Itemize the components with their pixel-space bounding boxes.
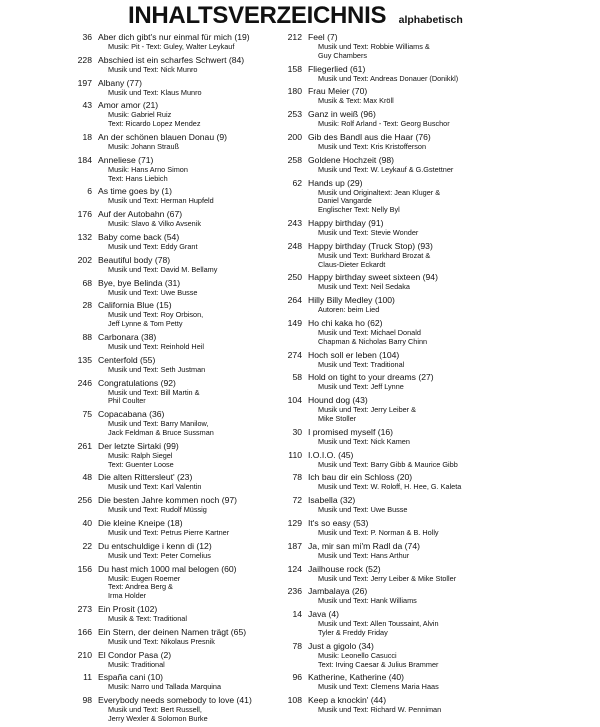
song-title: As time goes by (1) <box>98 186 173 197</box>
toc-entry-row <box>292 609 600 620</box>
toc-entry <box>287 217 600 238</box>
page-number: 11 <box>83 672 92 683</box>
credit-line: Musik und Text: Bill Martin & <box>108 387 200 397</box>
toc-entry-row <box>77 254 303 266</box>
toc-entry-row <box>77 77 303 89</box>
credit-line: Musik und Text: Nikolaus Presnik <box>108 636 215 646</box>
song-title: Jambalaya (26) <box>308 586 368 597</box>
credit-line: Musik und Text: Herman Hupfeld <box>108 196 214 206</box>
page-number: 274 <box>287 349 302 360</box>
page-number: 110 <box>288 449 302 460</box>
toc-entry <box>82 100 303 129</box>
credit-line: Musik und Text: Allen Toussaint, Alvin <box>318 619 439 629</box>
page-number: 273 <box>77 603 92 614</box>
song-title: Happy birthday (Truck Stop) (93) <box>308 240 433 251</box>
toc-entry-row <box>82 695 303 706</box>
toc-entry <box>287 272 600 292</box>
page-number: 78 <box>292 472 302 483</box>
credit-line: Jerry Wexler & Solomon Burke <box>108 713 208 723</box>
toc-entry <box>77 254 303 275</box>
page-number: 258 <box>287 154 302 165</box>
toc-entry <box>82 131 303 152</box>
credit-line: Musik und Text: Stevie Wonder <box>318 227 419 237</box>
toc-entry <box>77 231 303 252</box>
song-title: An der schönen blauen Donau (9) <box>98 131 227 142</box>
toc-entry-row <box>292 372 600 383</box>
toc-entry <box>292 426 600 447</box>
toc-entry-row <box>82 517 303 529</box>
toc-entry-row <box>87 186 303 197</box>
toc-entry-row <box>287 349 600 361</box>
toc-entry-row <box>287 217 600 229</box>
credit-line: Musik: Gabriel Ruiz <box>108 110 172 120</box>
toc-entry <box>77 626 303 647</box>
toc-entry <box>287 131 600 152</box>
page-number: 250 <box>287 272 302 283</box>
credit-line: Musik und Text: Barry Gibb & Maurice Gibb <box>318 459 458 469</box>
toc-entry <box>82 540 303 561</box>
toc-entry <box>287 317 600 347</box>
page-number: 72 <box>292 495 302 506</box>
toc-entry <box>292 495 600 515</box>
song-title: Jailhouse rock (52) <box>308 563 381 574</box>
page-number: 22 <box>82 540 92 551</box>
toc-entry-row <box>82 32 303 43</box>
credit-line: Musik: Slavo & Vilko Avsenik <box>108 219 202 229</box>
page-number: 261 <box>77 440 92 451</box>
page-number: 88 <box>82 331 92 342</box>
song-title: Hilly Billy Medley (100) <box>308 295 395 306</box>
song-title: I.O.I.O. (45) <box>308 449 354 460</box>
page-number: 202 <box>77 254 92 265</box>
song-title: Copacabana (36) <box>98 409 165 420</box>
credit-line: Text: Irving Caesar & Julius Brammer <box>318 659 439 669</box>
toc-entry <box>82 695 303 724</box>
song-title: Fliegerlied (61) <box>308 63 366 74</box>
credit-line: Text: Ricardo Lopez Mendez <box>108 119 201 129</box>
song-title: I promised myself (16) <box>308 426 394 437</box>
toc-entry-row <box>287 317 600 329</box>
credit-line: Musik und Text: Eddy Grant <box>108 241 198 251</box>
song-title: España cani (10) <box>98 672 163 683</box>
toc-entry <box>77 77 303 98</box>
song-title: Happy birthday (91) <box>308 217 384 228</box>
toc-entry <box>287 86 600 106</box>
credit-line: Musik und Text: Jeff Lynne <box>318 382 404 392</box>
toc-entry-row <box>82 100 303 111</box>
song-title: Feel (7) <box>308 32 338 42</box>
credit-line: Musik und Text: Karl Valentin <box>108 482 202 492</box>
song-title: Hold on tight to your dreams (27) <box>308 372 434 383</box>
toc-entry <box>292 640 600 670</box>
credit-line: Musik: Traditional <box>108 659 165 669</box>
song-title: Auf der Autobahn (67) <box>98 209 183 220</box>
song-title: Java (4) <box>308 609 340 620</box>
toc-entry <box>287 63 600 84</box>
song-title: Ich bau dir ein Schloss (20) <box>308 472 413 483</box>
toc-entry-row <box>82 540 303 552</box>
toc-entry-row <box>287 395 600 406</box>
song-title: Hoch soll er leben (104) <box>308 349 400 360</box>
toc-entry <box>287 109 600 129</box>
credit-line: Jack Feldman & Bruce Sussman <box>108 427 214 437</box>
credit-line: Musik und Text: Roy Orbison, <box>108 310 204 320</box>
toc-entry-row <box>77 209 303 220</box>
credit-line: Musik: Johann Strauß <box>108 141 179 151</box>
toc-entry <box>82 300 303 329</box>
toc-entry <box>82 32 303 52</box>
toc-entry-row <box>287 109 600 120</box>
page-number: 135 <box>77 354 92 365</box>
credit-line: Musik und Originaltext: Jean Kluger & <box>318 187 441 197</box>
song-title: Der letzte Sirtaki (99) <box>98 440 179 451</box>
toc-entry <box>77 495 303 515</box>
credit-line: Musik und Text: Andreas Donauer (Donikkl) <box>318 73 459 83</box>
toc-entry <box>77 209 303 229</box>
toc-entry-row <box>77 495 303 506</box>
page-number: 96 <box>292 672 302 683</box>
credit-line: Musik und Text: Michael Donald <box>318 327 421 337</box>
song-title: Du hast mich 1000 mal belogen (60) <box>98 563 237 574</box>
song-title: Goldene Hochzeit (98) <box>308 154 394 165</box>
credit-line: Chapman & Nicholas Barry Chinn <box>318 336 428 346</box>
toc-entry <box>292 472 600 492</box>
credit-line: Irma Holder <box>108 591 147 601</box>
page-number: 210 <box>77 649 92 660</box>
song-title: Everybody needs somebody to love (41) <box>98 695 252 706</box>
page-number: 75 <box>82 409 92 420</box>
credit-line: Guy Chambers <box>318 50 368 60</box>
toc-entry <box>77 649 303 670</box>
toc-entry <box>82 517 303 538</box>
toc-entry <box>287 563 600 584</box>
page-number: 18 <box>82 131 92 142</box>
toc-entry <box>77 440 303 470</box>
credit-line: Musik und Text: Jerry Leiber & Mike Stoller <box>318 573 457 583</box>
credit-line: Mike Stoller <box>318 413 357 423</box>
toc-entry-row <box>287 295 600 306</box>
credit-line: Musik und Text: Clemens Maria Haas <box>318 682 439 692</box>
song-title: Ein Stern, der deinen Namen trägt (65) <box>98 626 247 637</box>
page-number: 243 <box>287 217 302 228</box>
page-number: 62 <box>292 177 302 188</box>
credit-line: Phil Coulter <box>108 396 146 406</box>
song-title: Ein Prosit (102) <box>98 603 158 614</box>
song-title: Aber dich gibt's nur einmal für mich (19) <box>98 32 250 42</box>
credit-line: Musik und Text: Bert Russell, <box>108 705 202 715</box>
page-number: 200 <box>287 131 302 142</box>
toc-entry <box>287 695 600 715</box>
song-title: Abschied ist ein scharfes Schwert (84) <box>98 54 245 65</box>
credit-line: Musik und Text: David M. Bellamy <box>108 264 218 274</box>
credit-line: Musik und Text: Kris Kristofferson <box>318 141 427 151</box>
toc-entry <box>287 154 600 175</box>
page-number: 30 <box>292 426 302 437</box>
credit-line: Jeff Lynne & Tom Petty <box>108 319 183 329</box>
toc-entry-row <box>77 603 303 615</box>
toc-entry <box>288 449 600 470</box>
credit-line: Text: Guenter Loose <box>108 459 174 469</box>
credit-line: Daniel Vangarde <box>318 196 372 206</box>
toc-entry <box>77 563 303 601</box>
page-number: 68 <box>82 277 92 288</box>
toc-entry <box>77 603 303 624</box>
credit-line: Musik und Text: Nick Munro <box>108 64 198 74</box>
page-number: 184 <box>77 154 92 165</box>
credit-line: Musik und Text: Uwe Busse <box>318 505 408 515</box>
song-title: Du entschuldige i kenn di (12) <box>98 540 212 551</box>
toc-entry-row <box>292 472 600 483</box>
song-title: Congratulations (92) <box>98 377 176 388</box>
credit-line: Musik und Text: Traditional <box>318 359 405 369</box>
song-title: Keep a knockin' (44) <box>308 695 387 706</box>
credit-line: Musik und Text: Jerry Leiber & <box>318 405 417 415</box>
toc-entry <box>287 295 600 315</box>
toc-entry <box>87 186 303 206</box>
toc-entry-row <box>287 240 600 252</box>
toc-entry <box>287 540 600 561</box>
credit-line: Musik und Text: Uwe Busse <box>108 287 198 297</box>
song-title: El Condor Pasa (2) <box>98 649 172 660</box>
credit-line: Musik und Text: W. Leykauf & G.Gstettner <box>318 164 454 174</box>
page-number: 129 <box>287 517 302 528</box>
song-title: Amor amor (21) <box>98 100 159 111</box>
page-number: 156 <box>77 563 92 574</box>
page-number: 248 <box>287 240 302 251</box>
toc-column-right <box>287 32 600 718</box>
toc-entry-row <box>77 626 303 638</box>
credit-line: Musik und Text: Burkhard Brozat & <box>318 250 431 260</box>
credit-line: Musik: Hans Arno Simon <box>108 164 188 174</box>
credit-line: Musik und Text: Robbie Williams & <box>318 42 430 51</box>
toc-entry-row <box>82 131 303 143</box>
toc-entry-row <box>77 563 303 575</box>
credit-line: Tyler & Freddy Friday <box>318 627 388 637</box>
credit-line: Musik: Ralph Siegel <box>108 450 173 460</box>
toc-entry <box>292 609 600 638</box>
page-number: 14 <box>292 609 302 620</box>
song-title: Hound dog (43) <box>308 395 368 406</box>
credit-line: Musik und Text: Richard W. Penniman <box>318 705 442 715</box>
song-title: Isabella (32) <box>308 495 356 506</box>
toc-entry-row <box>77 54 303 66</box>
page-number: 253 <box>287 109 302 120</box>
page-number: 236 <box>287 586 302 597</box>
page-number: 6 <box>87 186 92 197</box>
credit-line: Musik und Text: Seth Justman <box>108 364 206 374</box>
toc-entry-row <box>292 640 600 652</box>
page-number: 132 <box>77 231 92 242</box>
page-title: INHALTSVERZEICHNIS <box>128 2 387 29</box>
song-title: Ho chi kaka ho (62) <box>308 317 383 328</box>
credit-line: Musik und Text: Klaus Munro <box>108 87 202 97</box>
toc-entry <box>287 349 600 370</box>
song-title: Beautiful body (78) <box>98 254 171 265</box>
toc-entry <box>287 395 600 424</box>
credit-line: Musik und Text: Peter Cornelius <box>108 550 211 560</box>
toc-entry-row <box>82 300 303 311</box>
page-number: 104 <box>287 395 302 406</box>
toc-entry-row <box>292 672 600 683</box>
credit-line: Musik und Text: Hank Williams <box>318 596 417 606</box>
song-title: Anneliese (71) <box>98 154 154 165</box>
page-number: 48 <box>82 472 92 483</box>
toc-entry-row <box>287 131 600 143</box>
credit-line: Claus-Dieter Eckardt <box>318 259 386 269</box>
credit-line: Musik: Leonello Casucci <box>318 650 397 660</box>
toc-entry <box>292 177 600 215</box>
toc-column-left <box>77 32 303 727</box>
song-title: It's so easy (53) <box>308 517 369 528</box>
toc-entry <box>82 409 303 438</box>
page-number: 124 <box>287 563 302 574</box>
credit-line: Text: Hans Liebich <box>108 173 168 183</box>
page-number: 246 <box>77 377 92 388</box>
song-title: Ganz in weiß (96) <box>308 109 376 120</box>
credit-line: Musik und Text: Nick Kamen <box>318 436 410 446</box>
toc-entry <box>287 32 600 61</box>
credit-line: Musik und Text: Rudolf Müssig <box>108 505 207 515</box>
toc-entry-row <box>287 517 600 529</box>
song-title: Die alten Rittersleut' (23) <box>98 472 193 483</box>
toc-entry-row <box>287 540 600 552</box>
page-header <box>128 2 463 30</box>
credit-line: Musik: Pit - Text: Guley, Walter Leykauf <box>108 42 235 51</box>
credit-line: Musik und Text: Neil Sedaka <box>318 282 410 292</box>
song-title: Gib des Bandl aus die Haar (76) <box>308 131 431 142</box>
toc-entry <box>287 517 600 538</box>
song-title: Frau Meier (70) <box>308 86 368 97</box>
toc-entry-row <box>82 472 303 483</box>
page-number: 78 <box>292 640 302 651</box>
toc-entry-row <box>82 331 303 343</box>
toc-entry <box>287 586 600 606</box>
credit-line: Musik und Text: Barry Manilow, <box>108 419 209 429</box>
credit-line: Musik und Text: Reinhold Heil <box>108 341 204 351</box>
page-number: 228 <box>77 54 92 65</box>
song-title: Ja, mir san mi'm Radl da (74) <box>308 540 420 551</box>
credit-line: Musik und Text: Petrus Pierre Kartner <box>108 527 230 537</box>
page-number: 149 <box>287 317 302 328</box>
song-title: Katherine, Katherine (40) <box>308 672 405 683</box>
page-number: 166 <box>77 626 92 637</box>
credit-line: Musik und Text: P. Norman & B. Holly <box>318 527 439 537</box>
song-title: Bye, bye Belinda (31) <box>98 277 181 288</box>
song-title: Just a gigolo (34) <box>308 640 374 651</box>
toc-entry <box>287 240 600 270</box>
credit-line: Musik: Narro und Tallada Marquina <box>108 682 222 692</box>
song-title: Die besten Jahre kommen noch (97) <box>98 495 238 506</box>
toc-entry-row <box>292 177 600 189</box>
credit-line: Musik & Text: Traditional <box>108 613 187 623</box>
toc-entry-row <box>77 231 303 243</box>
page-number: 43 <box>82 100 92 111</box>
page-number: 40 <box>82 517 92 528</box>
page-subtitle: alphabetisch <box>398 14 463 26</box>
song-title: Die kleine Kneipe (18) <box>98 517 183 528</box>
page-number: 256 <box>77 495 92 506</box>
credit-line: Text: Andrea Berg & <box>108 582 173 592</box>
toc-entry-row <box>288 449 600 461</box>
page-number: 158 <box>287 63 302 74</box>
toc-entry <box>82 472 303 492</box>
page-number: 98 <box>82 695 92 706</box>
page-number: 108 <box>287 695 302 706</box>
toc-entry-row <box>292 495 600 506</box>
toc-entry-row <box>292 426 600 438</box>
page-number: 264 <box>287 295 302 306</box>
toc-entry-row <box>287 154 600 166</box>
toc-entry <box>77 54 303 75</box>
credit-line: Englischer Text: Nelly Byl <box>318 205 400 215</box>
song-title: Centerfold (55) <box>98 354 156 365</box>
toc-entry <box>292 372 600 392</box>
song-title: Baby come back (54) <box>98 231 180 242</box>
credit-line: Musik: Rolf Arland - Text: Georg Buschor <box>318 119 450 129</box>
page-number: 58 <box>292 372 302 383</box>
toc-entry <box>77 154 303 184</box>
credit-line: Autoren: beim Lied <box>318 305 380 315</box>
toc-entry-row <box>287 695 600 706</box>
toc-entry-row <box>83 672 303 683</box>
page-number: 28 <box>82 300 92 311</box>
page-number: 212 <box>287 32 302 42</box>
page-number: 197 <box>77 77 92 88</box>
page-number: 187 <box>287 540 302 551</box>
page-number: 180 <box>287 86 302 97</box>
credit-line: Musik & Text: Max Kröll <box>318 96 394 106</box>
toc-entry <box>82 331 303 352</box>
toc-entry-row <box>287 272 600 283</box>
toc-entry-row <box>77 440 303 452</box>
song-title: Hands up (29) <box>308 177 363 188</box>
page-number: 176 <box>77 209 92 220</box>
toc-entry-row <box>287 586 600 597</box>
toc-entry-row <box>82 409 303 420</box>
toc-entry-row <box>77 649 303 661</box>
toc-entry <box>83 672 303 692</box>
song-title: Carbonara (38) <box>98 331 157 342</box>
song-title: Albany (77) <box>98 77 142 88</box>
song-title: California Blue (15) <box>98 300 172 311</box>
credit-line: Musik: Eugen Roemer <box>108 573 181 583</box>
toc-entry-row <box>287 32 600 43</box>
credit-line: Musik und Text: Hans Arthur <box>318 550 410 560</box>
page-number: 36 <box>82 32 92 42</box>
toc-entry-row <box>287 63 600 75</box>
song-title: Happy birthday sweet sixteen (94) <box>308 272 438 283</box>
credit-line: Musik und Text: W. Roloff, H. Hee, G. Kaleta <box>318 482 462 492</box>
toc-entry <box>292 672 600 692</box>
toc-entry-row <box>287 563 600 575</box>
toc-entry-row <box>287 86 600 97</box>
toc-entry-row <box>77 154 303 166</box>
